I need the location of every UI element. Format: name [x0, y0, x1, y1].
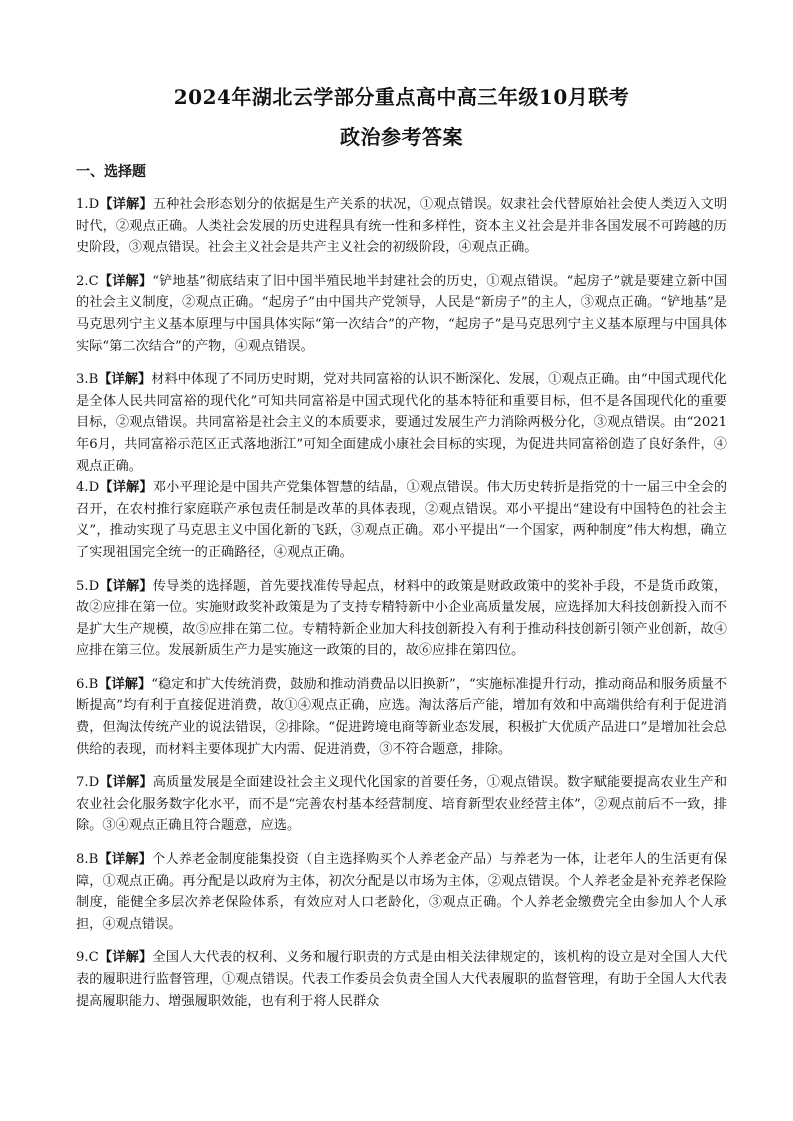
answer-detail-tag: 【详解】 — [99, 578, 153, 594]
answer-explanation: 材料中体现了不同历史时期，党对共同富裕的认识不断深化、发展，①观点正确。由“中国式现代化是全体人民共同富裕的现代化”可知共同富裕是中国式现代化的基本特征和重要目标，但不是各国现代化的重要目标，②观点错误。共同富裕是社会主义的本质要求，要通过发展生产力消除两极分化，③观点错误。由“2021年6月，共同富裕示范区正式落地浙江”可知全面建成小康社会目标的实现，为促进共同富裕创造了良好条件，④观点正确。 — [76, 372, 727, 474]
answer-number: 1.D — [76, 197, 100, 212]
answer-item-3 — [76, 369, 727, 477]
answer-explanation: 全国人大代表的权利、义务和履行职责的方式是由相关法律规定的，该机构的设立是对全国人大代表的履职进行监督管理，①观点错误。代表工作委员会负责全国人大代表履职的监督管理，有助于全国人大代表提高履职能力、增强履职效能，也有利于将人民群众 — [76, 950, 727, 1009]
document-title: 2024年湖北云学部分重点高中高三年级10月联考 — [173, 85, 630, 109]
answer-number: 8.B — [76, 852, 99, 868]
answer-number: 9.C — [76, 950, 99, 966]
answer-explanation: “稳定和扩大传统消费，鼓励和推动消费品以旧换新”，“实施标准提升行动，推动商品和服务质量不断提高”均有利于直接促进消费，故①④观点正确，应选。淘汰落后产能，增加有效和中高端供给有利于促进消费，但淘汰传统产业的说法错误，②排除。“促进跨境电商等新业态发展，积极扩大优质产品进口”是增加社会总供给的表现，而材料主要体现扩大内需、促进消费，③不符合题意，排除。 — [76, 676, 728, 757]
answer-number: 2.C — [76, 273, 99, 289]
answer-detail-tag: 【详解】 — [98, 676, 152, 692]
answer-number: 7.D — [76, 775, 100, 791]
answer-explanation: 高质量发展是全面建设社会主义现代化国家的首要任务，①观点错误。数字赋能要提高农业生产和农业社会化服务数字化水平，而不是“完善农村基本经营制度、培育新型农业经营主体”，②观点前后不一致，排除。③④观点正确且符合题意，应选。 — [76, 775, 728, 834]
answer-item-2 — [76, 271, 727, 357]
answer-explanation: 邓小平理论是中国共产党集体智慧的结晶，①观点错误。伟大历史转折是指党的十一届三中全会的召开，在农村推行家庭联产承包责任制是改革的具体表现，②观点错误。邓小平提出“建设有中国特色的社会主义”，推动实现了马克思主义中国化新的飞跃，③观点正确。邓小平提出“一个国家，两种制度”伟大构想，确立了实现祖国完全统一的正确路径，④观点正确。 — [76, 480, 728, 560]
answer-item-6 — [76, 674, 727, 760]
answer-number: 5.D — [76, 578, 100, 594]
answer-item-8 — [76, 849, 727, 935]
answer-number: 4.D — [76, 480, 100, 496]
answer-item-1 — [76, 194, 727, 259]
answer-detail-tag: 【详解】 — [98, 852, 152, 868]
document-subtitle: 政治参考答案 — [340, 125, 463, 149]
answer-detail-tag: 【详解】 — [98, 372, 152, 388]
answer-item-9 — [76, 947, 727, 1012]
answer-item-7 — [76, 772, 727, 837]
answer-detail-tag: 【详解】 — [99, 197, 153, 212]
answer-explanation: 个人养老金制度能集投资（自主选择购买个人养老金产品）与养老为一体，让老年人的生活更有保障，①观点正确。再分配是以政府为主体，初次分配是以市场为主体，②观点错误。个人养老金是补充养老保险制度，能健全多层次养老保险体系，有效应对人口老龄化，③观点正确。个人养老金缴费完全由参加人个人承担，④观点错误。 — [76, 852, 728, 932]
answer-explanation: 五种社会形态划分的依据是生产关系的状况，①观点错误。奴隶社会代替原始社会使人类迈入文明时代，②观点正确。人类社会发展的历史进程具有统一性和多样性，资本主义社会是并非各国发展不可跨越的历史阶段，③观点错误。社会主义社会是共产主义社会的初级阶段，④观点正确。 — [76, 197, 728, 256]
answer-number: 6.B — [76, 676, 99, 692]
answer-number: 3.B — [76, 372, 99, 388]
answer-detail-tag: 【详解】 — [98, 950, 153, 966]
answer-explanation: 传导类的选择题，首先要找准传导起点，材料中的政策是财政政策中的奖补手段，不是货币政策，故②应排在第一位。实施财政奖补政策是为了支持专精特新中小企业高质量发展，应选择加大科技创新投入而不是扩大生产规模，故⑤应排在第二位。专精特新企业加大科技创新投入有利于推动科技创新引领产业创新，故④应排在第三位。发展新质生产力是实施这一政策的目的，故⑥应排在第四位。 — [76, 578, 728, 659]
section-heading-choice: 一、选择题 — [76, 164, 146, 180]
answer-detail-tag: 【详解】 — [99, 480, 153, 496]
answer-item-4 — [76, 477, 727, 563]
answer-explanation: “铲地基”彻底结束了旧中国半殖民地半封建社会的历史，①观点错误。“起房子”就是要建立新中国的社会主义制度，②观点正确。“起房子”由中国共产党领导，人民是“新房子”的主人，③观点正确。“铲地基”是马克思列宁主义基本原理与中国具体实际“第一次结合”的产物，“起房子”是马克思列宁主义基本原理与中国具体实际“第二次结合”的产物，④观点错误。 — [76, 273, 728, 354]
answer-detail-tag: 【详解】 — [98, 273, 153, 289]
answer-detail-tag: 【详解】 — [99, 775, 153, 791]
answer-item-5 — [76, 576, 727, 662]
